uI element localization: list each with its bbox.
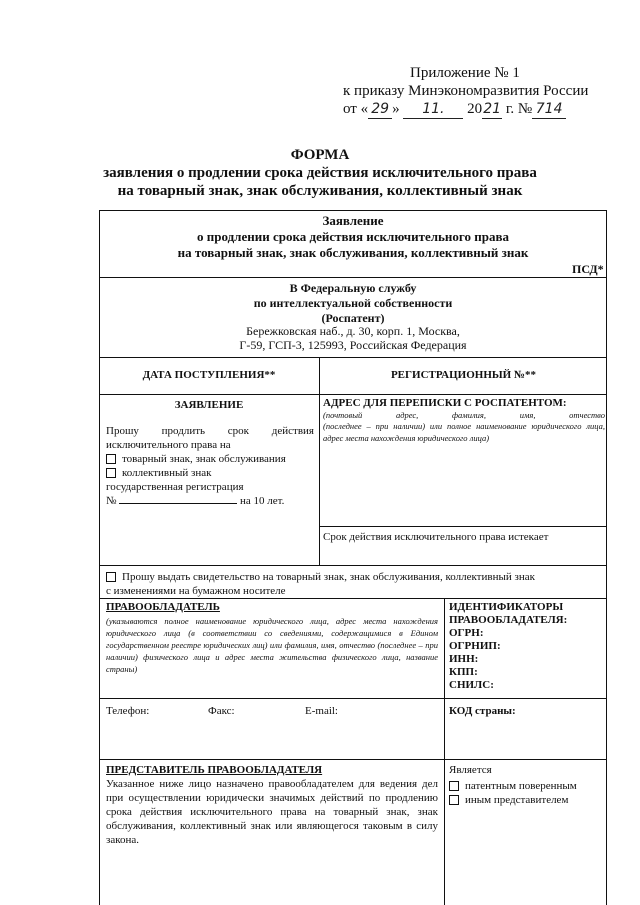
form-heading: ФОРМА — [290, 147, 350, 163]
date-prefix: от « — [343, 101, 369, 117]
receipt-date-label: ДАТА ПОСТУПЛЕНИЯ** — [142, 369, 276, 381]
option-collective-label: коллективный знак — [122, 467, 212, 479]
registration-number-field[interactable] — [119, 503, 237, 504]
representative-title: ПРЕДСТАВИТЕЛЬ ПРАВООБЛАДАТЕЛЯ — [106, 764, 323, 776]
checkbox-icon[interactable] — [449, 781, 459, 791]
note-word4: имя, — [519, 410, 536, 420]
number-prefix: г. № — [502, 101, 533, 117]
option-trademark[interactable] — [106, 452, 286, 466]
request-word2: продлить — [161, 425, 206, 437]
note-word1: (почтовый — [323, 410, 363, 420]
registration-number-label: РЕГИСТРАЦИОННЫЙ №** — [390, 369, 537, 381]
kpp-label: КПП: — [449, 666, 478, 678]
ogrnip-label: ОГРНИП: — [449, 640, 501, 652]
registration-label: государственная регистрация — [106, 481, 244, 493]
representative-is-label: Является — [449, 764, 492, 776]
inn-label: ИНН: — [449, 653, 479, 665]
correspondence-note-rest: (последнее – при наличии) или полное наименование юридического лица, адрес места нахождения юридического лица) — [323, 421, 605, 443]
registration-number-line — [106, 494, 284, 508]
appendix-label: Приложение № 1 — [410, 65, 520, 81]
note-word2: адрес, — [395, 410, 419, 420]
option-collective[interactable] — [106, 466, 211, 480]
order-day: 29 — [368, 100, 392, 119]
ogrn-label: ОГРН: — [449, 627, 484, 639]
phone-label: Телефон: — [106, 705, 150, 717]
request-word3: срок — [227, 425, 250, 437]
addressee-line5: Г-59, ГСП-3, 125993, Российская Федерация — [239, 338, 467, 352]
checkbox-icon[interactable] — [106, 468, 116, 478]
order-month: 11. — [403, 100, 463, 119]
checkbox-icon[interactable] — [106, 454, 116, 464]
fax-label: Факс: — [208, 705, 235, 717]
expiry-label: Срок действия исключительного права истекает — [323, 531, 549, 543]
checkbox-icon[interactable] — [106, 572, 116, 582]
country-code-label: КОД страны: — [449, 705, 516, 717]
certificate-line2: с изменениями на бумажном носителе — [106, 585, 286, 597]
note-word5: отчество — [569, 410, 605, 420]
statement-line2: о продлении срока действия исключительного права — [197, 229, 509, 244]
correspondence-title: АДРЕС ДЛЯ ПЕРЕПИСКИ С РОСПАТЕНТОМ: — [323, 397, 567, 409]
application-request-line2: исключительного права на — [106, 439, 231, 451]
statement-title: Заявление — [322, 213, 384, 228]
order-date-line — [343, 100, 623, 119]
order-year: 21 — [483, 101, 502, 117]
term-label: на 10 лет. — [240, 495, 285, 507]
addressee-line1: В Федеральную службу — [289, 281, 417, 295]
order-reference: к приказу Минэкономразвития России — [343, 83, 589, 99]
identifiers-title1: ИДЕНТИФИКАТОРЫ — [449, 601, 564, 613]
certificate-request[interactable] — [106, 570, 602, 584]
request-word1: Прошу — [106, 425, 139, 437]
identifiers-title2: ПРАВООБЛАДАТЕЛЯ: — [449, 614, 568, 626]
patent-attorney-label: патентным поверенным — [465, 780, 577, 792]
statement-line3: на товарный знак, знак обслуживания, коллективный знак — [177, 245, 529, 260]
representative-text: Указанное ниже лицо назначено правообладателем для ведения дел при осуществлении юридически значимых действий по продлению срока действия исключительного права на товарный знак, знак обслуживания, коллективный знак или являющегося таковым в силу закона. — [106, 778, 438, 846]
application-title: ЗАЯВЛЕНИЕ — [174, 399, 244, 411]
number-sign: № — [106, 495, 117, 507]
order-number: 714 — [532, 100, 566, 119]
addressee-line2: по интеллектуальной собственности — [253, 296, 453, 310]
option-trademark-label: товарный знак, знак обслуживания — [122, 453, 286, 465]
year-prefix: 20 — [467, 101, 483, 117]
option-other-representative[interactable] — [449, 793, 568, 807]
snils-label: СНИЛС: — [449, 679, 494, 691]
application-request — [106, 424, 314, 438]
holder-note: (указываются полное наименование юридического лица, адрес места нахождения юридического лица (в соответствии со сведениями, содержащимися в Едином государственном реестре юридических лиц) или фамилия, имя, отчество (последнее – при наличии) физического лица и адрес места жительства физического лица, название страны) — [106, 616, 438, 674]
addressee-line3: (Роспатент) — [321, 311, 385, 325]
email-label: E-mail: — [305, 705, 338, 717]
form-title-line1: заявления о продлении срока действия исключительного права — [103, 165, 537, 181]
other-representative-label: иным представителем — [465, 794, 569, 806]
note-word3: фамилия, — [452, 410, 486, 420]
date-mid: » — [392, 101, 400, 117]
option-patent-attorney[interactable] — [449, 779, 577, 793]
addressee-line4: Бережковская наб., д. 30, корп. 1, Москва, — [246, 324, 460, 338]
request-word4: действия — [271, 425, 314, 437]
form-title-line2: на товарный знак, знак обслуживания, коллективный знак — [117, 183, 523, 199]
certificate-line1: Прошу выдать свидетельство на товарный знак, знак обслуживания, коллективный знак — [122, 571, 535, 583]
holder-title: ПРАВООБЛАДАТЕЛЬ — [106, 601, 220, 613]
checkbox-icon[interactable] — [449, 795, 459, 805]
statement-code: ПСД* — [572, 262, 604, 276]
